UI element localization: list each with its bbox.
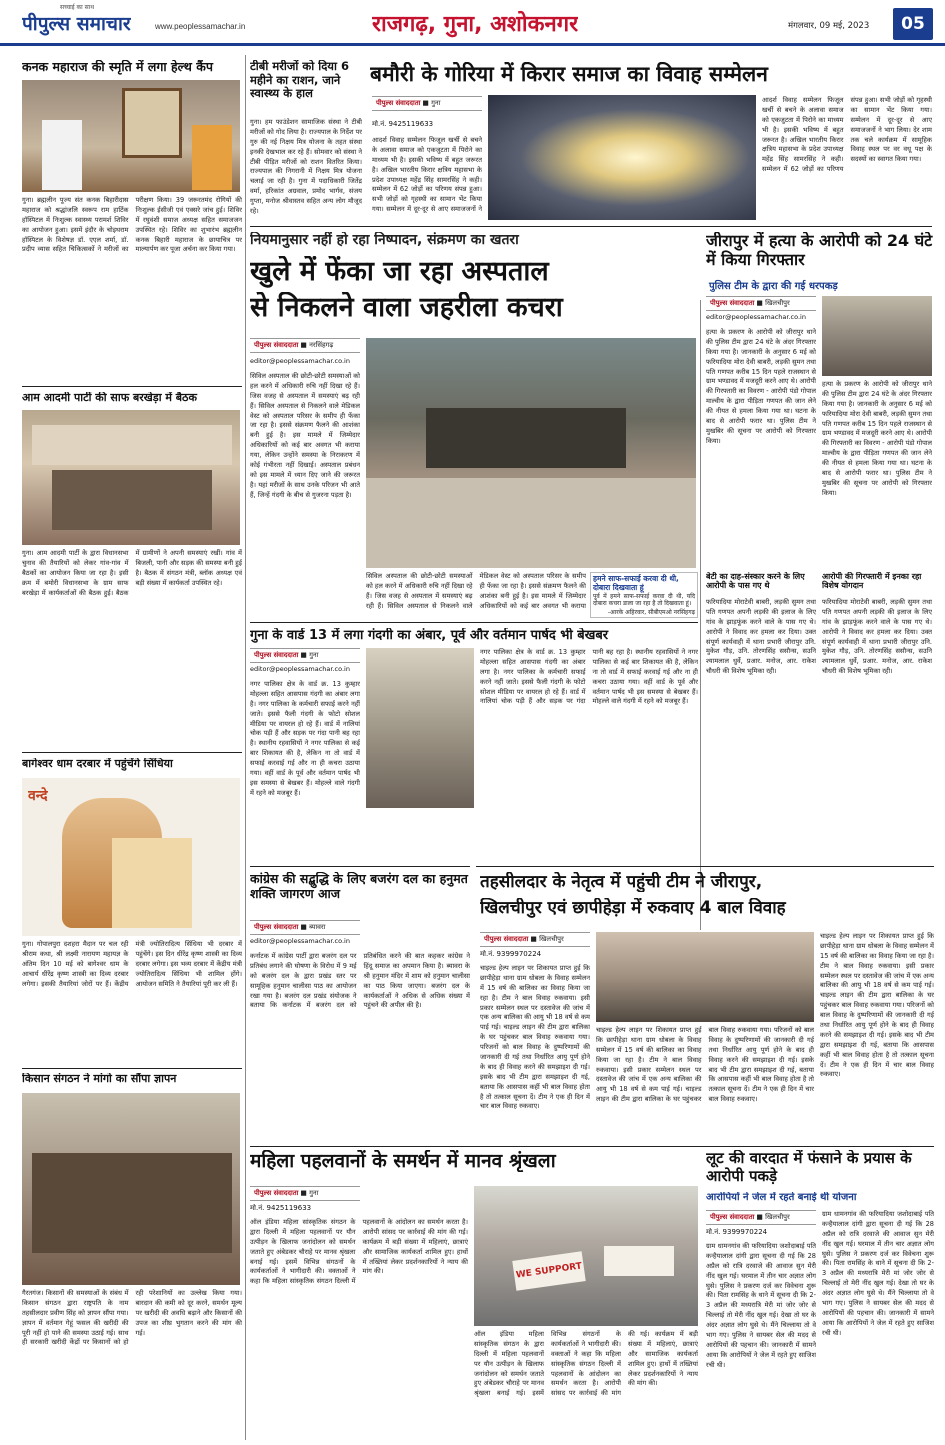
byline-hospital: पीपुल्स संवाददाता ■ नरसिंहगढ़ xyxy=(250,338,360,353)
subhead-jirapur-3: आरोपी की गिरफ्तारी में इनका रहा विशेष योगदान xyxy=(822,572,922,591)
body-jirapur-cont: हत्या के प्रकरण के आरोपी को जीरापुर थाने की पुलिस टीम द्वारा 24 घंटे के अंदर गिरफ्तार किया गया है। जानकारी के अनुसार 6 मई को फरियादिया मोरा देवी बाबरी, लड़की सुमन तथा पति गणपत करीब 15 दिन पहले राजस्थान से ग्राम भण्डावद में मजदूरी करने आए थे। आरोपी की गिरफ्तारी का विवरण - आरोपी पंडो गोपाल माल्वीय के द्वारा पीड़िता गणपत की जान लेने की नीयत से हमला किया गया था। घटना के बाद से आरोपी फरार था। पुलिस टीम ने मुखबिर की सूचना पर आरोपी को गिरफ्तार किया। xyxy=(822,380,932,497)
body-jirapur-2: फरियादिया मोराटेवी बाबरी, लड़की सुमन तथा पति गणपत अपनी लड़की की इलाज के लिए गांव के झाड़फूंक करने वाले के पास गए थे। आरोपी ने विवाद कर हमला कर दिया। उक्त संपूर्ण कार्यवाही में थाना प्रभारी जीरापुर उनि. मुकेश गौड़, उनि. तोरणसिंह ससौन्स, सउनि श्यामलाल धुर्वे, प्रआर. मनोज, आर. राकेश चौधरी की विशेष भूमिका रही। xyxy=(706,598,816,676)
photo-kisan-memorandum xyxy=(22,1093,240,1285)
byline-place: खिलचीपुर xyxy=(539,935,564,943)
headline-tahsildar-line1: तहसीलदार के नेतृत्व में पहुंची टीम ने जीरापुर, xyxy=(480,872,763,892)
column-rule xyxy=(700,300,701,930)
photo-aap-meeting xyxy=(22,410,240,545)
logo-tagline: सच्चाई का साथ xyxy=(60,4,95,11)
body-loot-cont: ग्राम धामनगांव की फरियादिया जशोदाबाई पति कन्हैयालाल दांगी द्वारा सूचना दी गई कि 28 अप्रैल को रात्रि दरवाजे की आवाज सुन मेरी नींद खुल गई। घरमाल में तीन चार अज्ञात लोग घुसे। पुलिस ने प्रकरण दर्ज कर विवेचना शुरू की। पिता रामसिंह के थाने में सूचना दी कि 2-3 अप्रैल की मध्यरात्रि मेरी मां जोर जोर से चिल्लाई तो मेरी नींद खुल गई। देखा तो घर के अंदर अज्ञात लोग घुसे थे। मैंने चिल्लाया तो वे भाग गए। पुलिस ने सायबर सेल की मदद से आरोपियों की पहचान की। जानकारी में सामने आया कि आरोपियों ने जेल में रहते हुए साजिश रची थी। xyxy=(822,1210,934,1337)
photo-human-chain xyxy=(474,1186,698,1326)
body-bageshwar: गुना। गोपालपुरा दशहरा मैदान पर चल रही श्रीराम कथा, श्री लक्ष्मी नारायण महायज्ञ के अंतिम दिन 10 मई को बागेश्वर धाम के आचार्य धीरेंद्र कृष्ण शास्त्री का दिव्य दरबार लगेगा। इसकी तैयारियां जोरों पर हैं। केंद्रीय मंत्री ज्योतिरादित्य सिंधिया भी दरबार में पहुंचेंगे। इस दिन धीरेंद्र कृष्ण शास्त्री का दिव्य दरबार लगेगा। इस भव्य दरबार में केंद्रीय मंत्री ज्योतिरादित्य सिंधिया भी शामिल होंगे। आयोजन समिति ने तैयारियां पूरी कर ली हैं। xyxy=(22,940,242,988)
painting-script-text: वन्दे xyxy=(28,788,48,804)
body-wrestlers-cont: ऑल इंडिया महिला सांस्कृतिक संगठन के द्वारा दिल्ली में महिला पहलवानों पर यौन उत्पीड़न के खिलाफ जनांदोलन को समर्थन जताते हुए अंबेडकर चौराहे पर मानव श्रृंखला बनाई गई। इसमें विभिन्न संगठनों के कार्यकर्ताओं ने भागीदारी की। वक्ताओं ने कहा कि महिला सांस्कृतिक संगठन दिल्ली में पहलवानों के आंदोलन का समर्थन करता है। आरोपी सांसद पर कार्रवाई की मांग की गई। कार्यक्रम में बड़ी संख्या में महिलाएं, छात्राएं और सामाजिक कार्यकर्ता शामिल हुए। हाथों में तख्तियां लेकर प्रदर्शनकारियों ने न्याय की मांग की। xyxy=(474,1330,698,1398)
photo-aerial-wedding-venue xyxy=(488,95,756,220)
contact-phone: मो.नं. 9399970224 xyxy=(706,1228,768,1236)
photo-health-camp xyxy=(22,80,240,192)
headline-bajrang: कांग्रेस की सद्बुद्धि के लिए बजरंग दल का हनुमत शक्ति जागरण आज xyxy=(250,872,468,901)
story-divider xyxy=(476,866,934,867)
byline-wrestlers: पीपुल्स संवाददाता ■ गुना xyxy=(250,1186,360,1201)
byline-jirapur: पीपुल्स संवाददाता ■ खिलचीपुर xyxy=(706,296,816,311)
story-divider xyxy=(250,226,932,227)
byline-place: खिलचीपुर xyxy=(765,299,790,307)
subhead-jirapur: पुलिस टीम के द्वारा की गई धरपकड़ xyxy=(706,276,934,294)
body-kirar-cont: आदर्श विवाह सम्मेलन फिजूल खर्ची से बचने के अलावा समाज को एकजुटता में पिरोने का माध्यम भी है। इसकी भविष्य में बहुत जरूरत है। अखिल भारतीय किरार क्षत्रिय महासभा के प्रदेश उपाध्यक्ष महेंद्र सिंह सामरसिंह ने कही। सम्मेलन में 62 जोड़ों का परिणय संपन्न हुआ। सभी जोड़ों को गृहस्थी का सामान भेंट किया गया। सम्मेलन में दूर-दूर से आए समाजजनों ने भाग लिया। देर शाम तक चले कार्यक्रम में सामूहिक विवाह स्थल पर वर वधू पक्ष के सदस्यों का स्वागत किया गया। xyxy=(762,96,932,174)
quote-box xyxy=(590,572,698,618)
body-bajrang: कर्नाटक में कांग्रेस पार्टी द्वारा बजरंग दल पर प्रतिबंध लगाने की घोषणा के विरोध में 9 मई को बजरंग दल के द्वारा प्रखंड स्तर पर सामूहिक हनुमान चालीसा पाठ का आयोजन रखा गया है। बजरंग दल प्रखंड संयोजक ने बताया कि कर्नाटक में बजरंग दल को प्रतिबंधित करने की बात कहकर कांग्रेस ने हिंदू समाज का अपमान किया है। ब्यावरा के श्री हनुमान मंदिर में शाम को हनुमान चालीसा का पाठ किया जाएगा। बजरंग दल के कार्यकर्ताओं ने अधिक से अधिक संख्या में पहुंचने की अपील की है। xyxy=(250,952,470,1010)
headline-hospital-line2: से निकलने वाला जहरीला कचरा xyxy=(250,292,563,323)
painted-figure xyxy=(112,838,192,928)
byline-name: पीपुल्स संवाददाता xyxy=(484,935,529,943)
body-kanak: गुना। ब्रह्मलीन पूज्य संत कनक बिहारीदास महाराज को श्रद्धांजलि स्वरूप राम हार्टिक हॉस्पिटल में निःशुल्क स्वास्थ्य परामर्श शिविर का आयोजन हुआ। इसमें इंदौर के चोइथराम हॉस्पिटल के विशेषज्ञ डॉ. एएल शर्मा, डॉ. प्रदीप व्यास सहित चिकित्सकों ने मरीजों का परीक्षण किया। 39 जरूरतमंद रोगियों की निःशुल्क ईसीजी एवं एक्सरे जांच हुई। शिविर में रघुवंशी समाज अध्यक्ष सहित समाजजन उपस्थित रहे। शिविर का शुभारंभ ब्रह्मलीन कनक बिहारी महाराज के छायाचित्र पर माल्यार्पण कर पूजा अर्चना कर किया गया। xyxy=(22,196,242,254)
photo-ward-lane xyxy=(366,648,474,808)
photo-sindhia-painting xyxy=(22,778,240,936)
byline-name: पीपुल्स संवाददाता xyxy=(376,99,421,107)
subhead-jirapur-2: बेटी का दाह-संस्कार करने के लिए आरोपी के पास गए थे xyxy=(706,572,805,591)
column-rule xyxy=(245,55,246,1440)
page-title: राजगढ़, गुना, अशोकनगर xyxy=(372,12,579,37)
contact-email[interactable]: editor@peoplessamachar.co.in xyxy=(250,666,350,673)
contact-phone: मो.नं. 9399970224 xyxy=(480,950,542,958)
byline-place: गुना xyxy=(309,651,319,659)
group-of-farmers xyxy=(32,1153,232,1253)
contact-email[interactable]: editor@peoplessamachar.co.in xyxy=(250,358,350,365)
headline-hospital-line1: खुले में फेंका जा रहा अस्पताल xyxy=(250,256,549,287)
waste-pile xyxy=(366,478,696,568)
headline-jirapur: जीरापुर में हत्या के आरोपी को 24 घंटे में किया गिरफ्तार xyxy=(706,232,933,269)
person-figure xyxy=(192,125,232,190)
kicker-hospital: नियमानुसार नहीं हो रहा निष्पादन, संक्रमण का खतरा xyxy=(250,232,519,248)
quote-attribution: -आरके अहिरवार, सीबीएमओ नरसिंहगढ़ xyxy=(607,609,695,617)
body-wrestlers: ऑल इंडिया महिला सांस्कृतिक संगठन के द्वारा दिल्ली में महिला पहलवानों पर यौन उत्पीड़न के खिलाफ जनांदोलन को समर्थन जताते हुए अंबेडकर चौराहे पर मानव श्रृंखला बनाई गई। इसमें विभिन्न संगठनों के कार्यकर्ताओं ने भागीदारी की। वक्ताओं ने कहा कि महिला सांस्कृतिक संगठन दिल्ली में पहलवानों के आंदोलन का समर्थन करता है। आरोपी सांसद पर कार्रवाई की मांग की गई। कार्यक्रम में बड़ी संख्या में महिलाएं, छात्राएं और सामाजिक कार्यकर्ता शामिल हुए। हाथों में तख्तियां लेकर प्रदर्शनकारियों ने न्याय की मांग की। xyxy=(250,1218,468,1286)
quote-body: पूर्व में हमने साफ-सफाई करवा दी थी, यदि दोबारा कचरा डाला जा रहा है तो दिखवाता हूं। xyxy=(593,592,695,608)
byline-place: ब्यावरा xyxy=(309,923,326,931)
byline-ward: पीपुल्स संवाददाता ■ गुना xyxy=(250,648,360,663)
story-divider xyxy=(250,866,470,867)
body-hospital-cont: सिविल अस्पताल की छोटी-छोटी समस्याओं को हल करने में अधिकारी रुचि नहीं दिखा रहे हैं। जिस वजह से अस्पताल में समस्याएं बढ़ रही हैं। सिविल अस्पताल से निकलने वाले मेडिकल वेस्ट को अस्पताल परिसर के समीप ही फेंका जा रहा है। इससे संक्रमण फैलने की आशंका बनी हुई है। इस मामले में जिम्मेदार अधिकारियों को कई बार अवगत भी कराया xyxy=(366,572,586,610)
byline-name: पीपुल्स संवाददाता xyxy=(254,651,299,659)
byline-name: पीपुल्स संवाददाता xyxy=(254,1189,299,1197)
photo-accused xyxy=(822,296,932,376)
story-divider xyxy=(22,386,242,387)
quote-headline: हमने साफ-सफाई करवा दी थी, दोबारा दिखवाता हूं xyxy=(593,574,679,592)
body-jirapur-3: फरियादिया मोराटेवी बाबरी, लड़की सुमन तथा पति गणपत अपनी लड़की की इलाज के लिए गांव के झाड़फूंक करने वाले के पास गए थे। आरोपी ने विवाद कर हमला कर दिया। उक्त संपूर्ण कार्यवाही में थाना प्रभारी जीरापुर उनि. मुकेश गौड़, उनि. तोरणसिंह ससौन्स, सउनि श्यामलाल धुर्वे, प्रआर. मनोज, आर. राकेश चौधरी की विशेष भूमिका रही। xyxy=(822,598,932,676)
body-ward-cont: नगर पालिका क्षेत्र के वार्ड क्र. 13 कुम्हार मोहल्ला सहित आसपास गंदगी का अंबार लगा है। नगर पालिका के कर्मचारी सफाई करने नहीं जाते। इससे फैली गंदगी के फोटो सोशल मीडिया पर वायरल हो रहे हैं। वार्ड में नालियां चोक पड़ी हैं और सड़क पर गंदा पानी बह रहा है। स्थानीय रहवासियों ने नगर पालिका से कई बार शिकायत की है, लेकिन ना तो वार्ड में सफाई करवाई गई और ना ही कचरा उठाया गया। वहीं वार्ड के पूर्व और वर्तमान पार्षद भी इस समस्या से बेखबर हैं। मोहल्ले वाले गंदगी में रहने को मजबूर हैं। xyxy=(480,648,698,706)
headline-wrestlers: महिला पहलवानों के समर्थन में मानव श्रृंखला xyxy=(250,1150,556,1172)
body-tb: गुना। हम फाउंडेशन सामाजिक संस्था ने टीबी मरीजों को गोद लिया है। राज्यपाल के निर्देश पर गुरु की नई निक्षय मित्र योजना के तहत संस्था इनकी देखभाल कर रहे हैं। सोमवार को संस्था ने टीबी पीड़ित मरीजों को राशन वितरित किया। राज्यपाल की निगरानी में निक्षय मित्र योजना चलाई जा रही है। गुना में पदाधिकारी जितेंद्र वर्मा, हरिकांत अग्रवाल, प्रमोद भार्गव, संजय गुप्ता, मनोज श्रीवास्तव सहित अन्य लोग मौजूद रहे। xyxy=(250,118,362,216)
body-tahsildar-cont: चाइल्ड हेल्प लाइन पर शिकायत प्राप्त हुई कि छापीहेड़ा थाना ग्राम धोबला के विवाह सम्मेलन में 15 वर्ष की बालिका का विवाह किया जा रहा है। टीम ने बाल विवाह रुकवाया। इसी प्रकार सम्मेलन स्थल पर दस्तावेज की जांच में एक अन्य बालिका की आयु भी 18 वर्ष से कम पाई गई। चाइल्ड लाइन की टीम द्वारा बालिका के घर पहुंचकर बाल विवाह रुकवाया गया। परिजनों को बाल विवाह के दुष्परिणामों की जानकारी दी गई तथा निर्धारित आयु पूर्ण होने के बाद ही विवाह करने की समझाइश दी गई। इसके बाद भी टीम द्वारा समझाइश दी गई, बताया कि आसपास कहीं भी बाल विवाह होता है तो तत्काल सूचना दें। टीम ने एक ही दिन में चार बाल विवाह रुकवाए। xyxy=(596,1026,814,1104)
story-divider xyxy=(250,622,698,623)
story-divider xyxy=(22,1068,242,1069)
story-divider xyxy=(250,1146,934,1147)
masthead xyxy=(0,0,945,46)
person-figure xyxy=(42,120,82,190)
issue-date: मंगलवार, 09 मई, 2023 xyxy=(788,21,870,31)
page-number: 05 xyxy=(893,8,933,40)
byline-name: पीपुल्स संवाददाता xyxy=(710,1213,755,1221)
protest-placard: WE SUPPORT xyxy=(512,1251,585,1290)
banner-backdrop xyxy=(32,425,232,465)
byline-loot: पीपुल्स संवाददाता ■ खिलचीपुर xyxy=(706,1210,816,1225)
headline-tb: टीबी मरीजों को दिया 6 महीने का राशन, जाने स्वास्थ्य के हाल xyxy=(250,60,349,101)
incinerator-structure xyxy=(426,408,626,468)
group-of-people xyxy=(52,470,212,530)
headline-bageshwar: बागेश्वर धाम दरबार में पहुंचेंगे सिंधिया xyxy=(22,758,173,770)
byline-name: पीपुल्स संवाददाता xyxy=(254,923,299,931)
body-tahsildar: चाइल्ड हेल्प लाइन पर शिकायत प्राप्त हुई कि छापीहेड़ा थाना ग्राम धोबला के विवाह सम्मेलन में 15 वर्ष की बालिका का विवाह किया जा रहा है। टीम ने बाल विवाह रुकवाया। इसी प्रकार सम्मेलन स्थल पर दस्तावेज की जांच में एक अन्य बालिका की आयु भी 18 वर्ष से कम पाई गई। चाइल्ड लाइन की टीम द्वारा बालिका के घर पहुंचकर बाल विवाह रुकवाया गया। परिजनों को बाल विवाह के दुष्परिणामों की जानकारी दी गई तथा निर्धारित आयु पूर्ण होने के बाद ही विवाह करने की समझाइश दी गई। इसके बाद भी टीम द्वारा समझाइश दी गई, बताया कि आसपास कहीं भी बाल विवाह होता है तो तत्काल सूचना दें। टीम ने एक ही दिन में चार बाल विवाह रुकवाए। xyxy=(480,964,590,1111)
headline-ward: गुना के वार्ड 13 में लगा गंदगी का अंबार, पूर्व और वर्तमान पार्षद भी बेखबर xyxy=(250,628,609,643)
contact-email[interactable]: editor@peoplessamachar.co.in xyxy=(706,314,806,321)
photo-medical-waste xyxy=(366,338,696,568)
byline-place: नरसिंहगढ़ xyxy=(309,341,334,349)
contact-phone: मो.नं. 9425119633 xyxy=(250,1204,312,1212)
body-jirapur: हत्या के प्रकरण के आरोपी को जीरापुर थाने की पुलिस टीम द्वारा 24 घंटे के अंदर गिरफ्तार किया गया है। जानकारी के अनुसार 6 मई को फरियादिया मोरा देवी बाबरी, लड़की सुमन तथा पति गणपत करीब 15 दिन पहले राजस्थान से ग्राम भण्डावद में मजदूरी करने आए थे। आरोपी की गिरफ्तारी का विवरण - आरोपी पंडो गोपाल माल्वीय के द्वारा पीड़िता गणपत की जान लेने की नीयत से हमला किया गया था। घटना के बाद से आरोपी फरार था। पुलिस टीम ने मुखबिर की सूचना पर आरोपी को गिरफ्तार किया। xyxy=(706,328,816,445)
story-divider xyxy=(22,752,242,753)
body-kisan: गैरतगंज। किसानों की समस्याओं के संबंध में किसान संगठन द्वारा राष्ट्रपति के नाम तहसीलदार प्रवीण सिंह को ज्ञापन सौंपा गया। ज्ञापन में वर्तमान गेहूं फसल की खरीदी की पूरी नहीं हो पाने की समस्या उठाई गई। साथ ही सरकारी खरीदी केंद्रों पर किसानों को हो रही परेशानियों का उल्लेख किया गया। बारदान की कमी को दूर करने, समर्थन मूल्य पर खरीदी की अवधि बढ़ाने और किसानों की उपज का शीघ्र भुगतान करने की मांग की गई। xyxy=(22,1289,242,1347)
body-tahsildar-cont2: चाइल्ड हेल्प लाइन पर शिकायत प्राप्त हुई कि छापीहेड़ा थाना ग्राम धोबला के विवाह सम्मेलन में 15 वर्ष की बालिका का विवाह किया जा रहा है। टीम ने बाल विवाह रुकवाया। इसी प्रकार सम्मेलन स्थल पर दस्तावेज की जांच में एक अन्य बालिका की आयु भी 18 वर्ष से कम पाई गई। चाइल्ड लाइन की टीम द्वारा बालिका के घर पहुंचकर बाल विवाह रुकवाया गया। परिजनों को बाल विवाह के दुष्परिणामों की जानकारी दी गई तथा निर्धारित आयु पूर्ण होने के बाद ही विवाह करने की समझाइश दी गई। इसके बाद भी टीम द्वारा समझाइश दी गई, बताया कि आसपास कहीं भी बाल विवाह होता है तो तत्काल सूचना दें। टीम ने एक ही दिन में चार बाल विवाह रुकवाए। xyxy=(820,932,934,1079)
body-loot: ग्राम धामनगांव की फरियादिया जशोदाबाई पति कन्हैयालाल दांगी द्वारा सूचना दी गई कि 28 अप्रैल को रात्रि दरवाजे की आवाज सुन मेरी नींद खुल गई। घरमाल में तीन चार अज्ञात लोग घुसे। पुलिस ने प्रकरण दर्ज कर विवेचना शुरू की। पिता रामसिंह के थाने में सूचना दी कि 2-3 अप्रैल की मध्यरात्रि मेरी मां जोर जोर से चिल्लाई तो मेरी नींद खुल गई। देखा तो घर के अंदर अज्ञात लोग घुसे थे। मैंने चिल्लाया तो वे भाग गए। पुलिस ने सायबर सेल की मदद से आरोपियों की पहचान की। जानकारी में सामने आया कि आरोपियों ने जेल में रहते हुए साजिश रची थी। xyxy=(706,1242,816,1369)
body-aap: गुना। आम आदमी पार्टी के द्वारा विधानसभा चुनाव की तैयारियों को लेकर गांव-गांव में बैठकों का आयोजन किया जा रहा है। इसी क्रम में बमोरी विधानसभा के ग्राम साफ बरखेड़ा में कार्यकर्ताओं की बैठक हुई। बैठक में ग्रामीणों ने अपनी समस्याएं रखीं। गांव में बिजली, पानी और सड़क की समस्या बनी हुई है। बैठक में संगठन मंत्री, ब्लॉक अध्यक्ष एवं बड़ी संख्या में कार्यकर्ता उपस्थित रहे। xyxy=(22,549,242,597)
contact-email[interactable]: editor@peoplessamachar.co.in xyxy=(250,938,350,945)
newspaper-logo: पीपुल्स समाचार xyxy=(22,13,131,35)
byline-name: पीपुल्स संवाददाता xyxy=(254,341,299,349)
byline-name: पीपुल्स संवाददाता xyxy=(710,299,755,307)
headline-aap: आम आदमी पार्टी की साफ बरखेड़ा में बैठक xyxy=(22,392,197,404)
portrait-frame xyxy=(122,88,182,158)
headline-tahsildar-line2: खिलचीपुर एवं छापीहेड़ा में रुकवाए 4 बाल विवाह xyxy=(480,898,786,918)
website-link[interactable]: www.peoplessamachar.in xyxy=(155,22,246,31)
body-ward: नगर पालिका क्षेत्र के वार्ड क्र. 13 कुम्हार मोहल्ला सहित आसपास गंदगी का अंबार लगा है। नगर पालिका के कर्मचारी सफाई करने नहीं जाते। इससे फैली गंदगी के फोटो सोशल मीडिया पर वायरल हो रहे हैं। वार्ड में नालियां चोक पड़ी हैं और सड़क पर गंदा पानी बह रहा है। स्थानीय रहवासियों ने नगर पालिका से कई बार शिकायत की है, लेकिन ना तो वार्ड में सफाई करवाई गई और ना ही कचरा उठाया गया। वहीं वार्ड के पूर्व और वर्तमान पार्षद भी इस समस्या से बेखबर हैं। मोहल्ले वाले गंदगी में रहने को मजबूर हैं। xyxy=(250,680,360,797)
subhead-loot: आरोपियों ने जेल में रहते बनाई थी योजना xyxy=(706,1192,857,1203)
byline-place: गुना xyxy=(309,1189,319,1197)
byline-kirar: पीपुल्स संवाददाता ■ गुना xyxy=(372,96,482,111)
headline-loot: लूट की वारदात में फंसाने के प्रयास के आरोपी पकड़े xyxy=(706,1150,912,1185)
headline-kisan: किसान संगठन ने मांगो का सौंपा ज्ञापन xyxy=(22,1073,177,1085)
headline-kanak: कनक महाराज की स्मृति में लगा हेल्थ कैंप xyxy=(22,60,213,74)
byline-tahsildar: पीपुल्स संवाददाता ■ खिलचीपुर xyxy=(480,932,590,947)
byline-place: गुना xyxy=(431,99,441,107)
byline-bajrang: पीपुल्स संवाददाता ■ ब्यावरा xyxy=(250,920,360,935)
protest-placard xyxy=(604,1246,674,1276)
headline-kirar: बमौरी के गोरिया में किरार समाज का विवाह सम्मेलन xyxy=(370,62,768,86)
body-hospital: सिविल अस्पताल की छोटी-छोटी समस्याओं को हल करने में अधिकारी रुचि नहीं दिखा रहे हैं। जिस वजह से अस्पताल में समस्याएं बढ़ रही हैं। सिविल अस्पताल से निकलने वाले मेडिकल वेस्ट को अस्पताल परिसर के समीप ही फेंका जा रहा है। इससे संक्रमण फैलने की आशंका बनी हुई है। इस मामले में जिम्मेदार अधिकारियों को कई बार अवगत भी कराया गया, लेकिन उन्होंने समस्या के निराकरण में कोई गंभीरता नहीं दिखाई। अस्पताल प्रबंधन को इस मामले में ध्यान दिए जाने की जरूरत है। यहां मरीजों के साथ उनके परिजन भी आते हैं, जिन्हें गंदगी के बीच से गुजरना पड़ता है। xyxy=(250,372,360,499)
byline-place: खिलचीपुर xyxy=(765,1213,790,1221)
photo-child-marriage-team xyxy=(596,932,814,1022)
body-kirar: आदर्श विवाह सम्मेलन फिजूल खर्ची से बचने के अलावा समाज को एकजुटता में पिरोने का माध्यम भी है। इसकी भविष्य में बहुत जरूरत है। अखिल भारतीय किरार क्षत्रिय महासभा के प्रदेश उपाध्यक्ष महेंद्र सिंह सामरसिंह ने कही। सम्मेलन में 62 जोड़ों का परिणय संपन्न हुआ। सभी जोड़ों को गृहस्थी का सामान भेंट किया गया। सम्मेलन में दूर-दूर से आए समाजजनों ने xyxy=(372,136,482,214)
contact-phone: मो.नं. 9425119633 xyxy=(372,120,434,128)
